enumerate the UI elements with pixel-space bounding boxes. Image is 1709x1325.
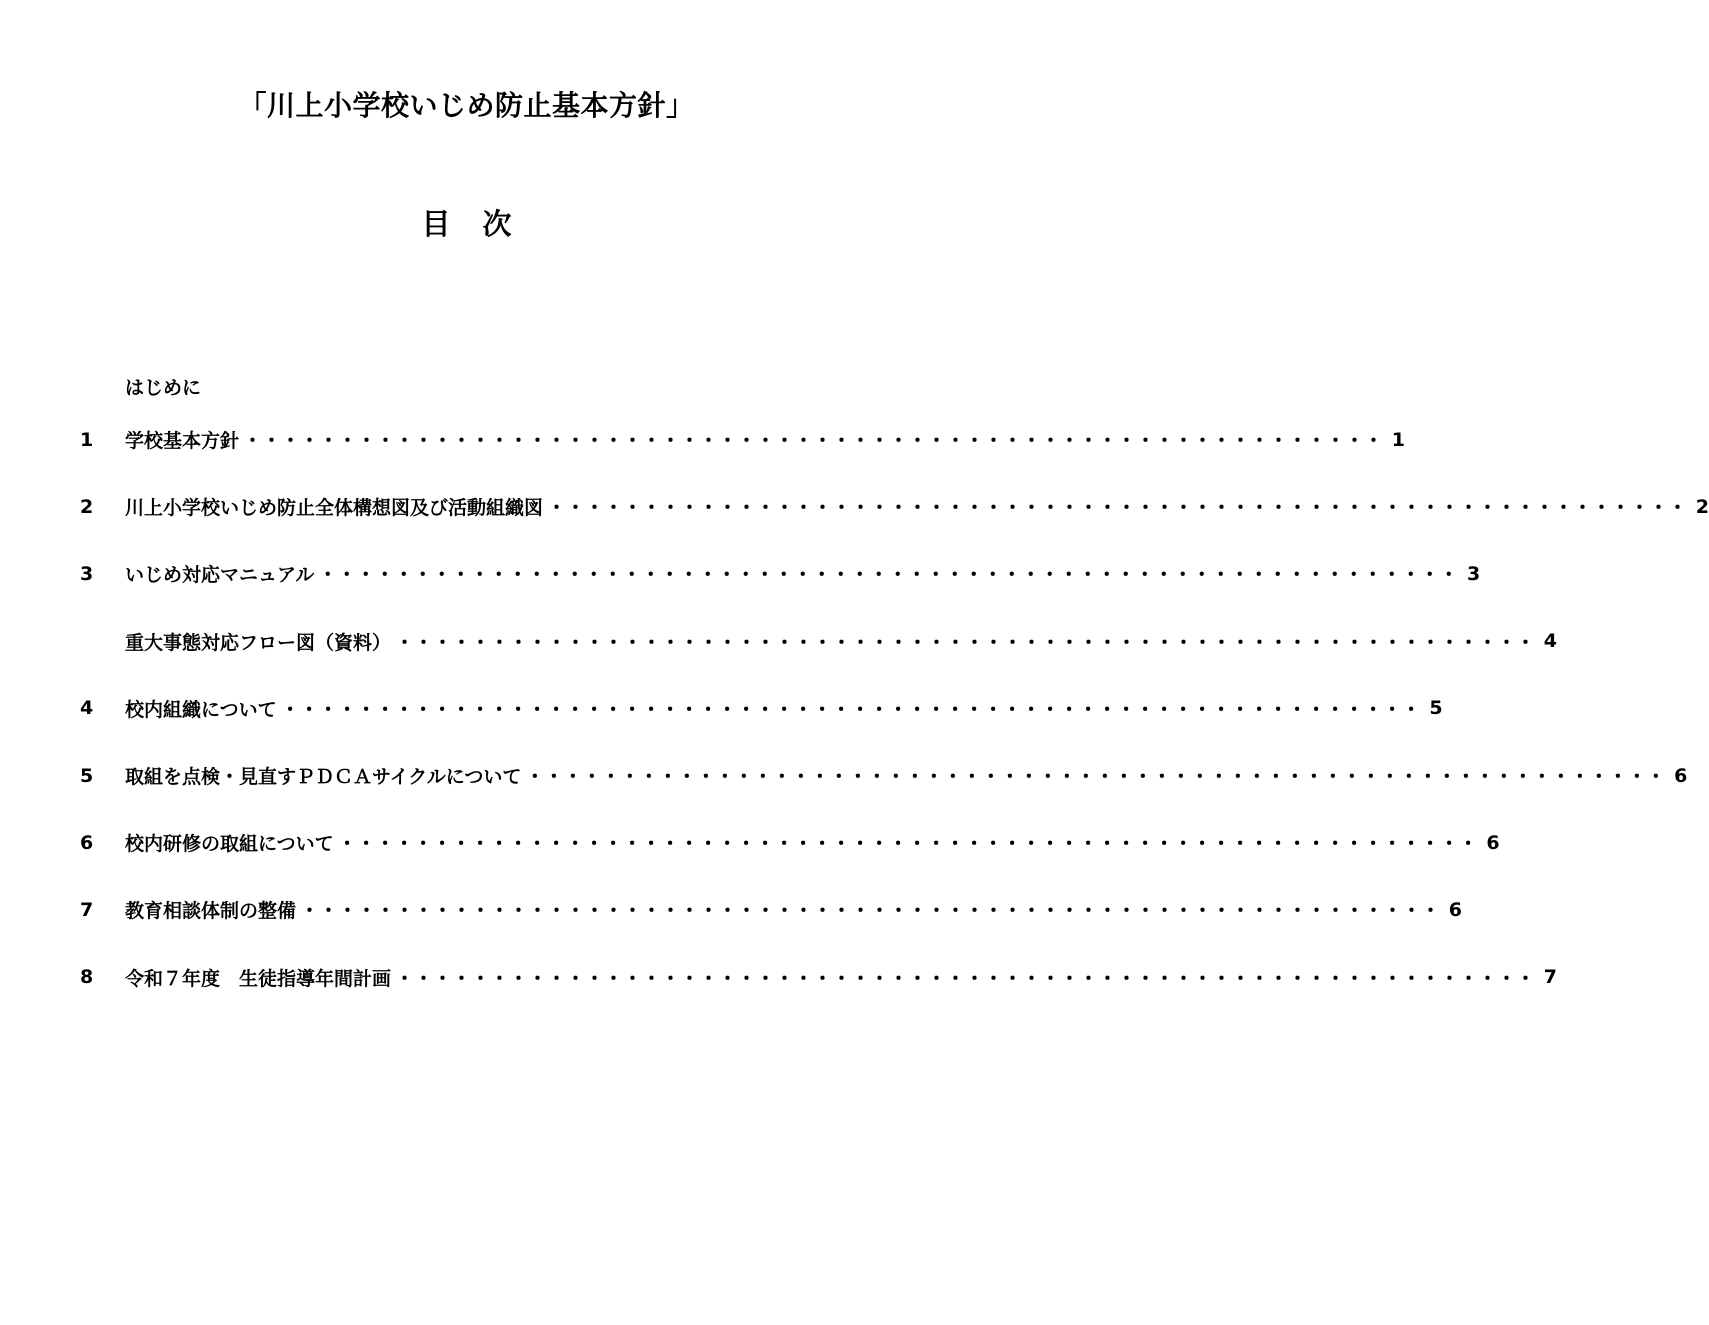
toc-entry-number: 7 bbox=[80, 898, 94, 921]
toc-entry-page: 6 bbox=[1448, 898, 1463, 921]
toc-entry bbox=[80, 809, 1500, 876]
toc-entry-page: 2 bbox=[1695, 495, 1709, 518]
toc-entry-label: 校内組織について bbox=[125, 698, 277, 721]
toc-entry-number: 3 bbox=[80, 562, 94, 585]
document-title: 「川上小学校いじめ防止基本方針」 bbox=[238, 89, 695, 122]
toc-entry-label: 教育相談体制の整備 bbox=[125, 900, 297, 923]
toc-entry-number: 8 bbox=[80, 966, 94, 989]
toc-entry-number: 2 bbox=[80, 495, 94, 518]
toc-entry-number: 6 bbox=[80, 831, 94, 854]
toc-entry-page: 7 bbox=[1543, 966, 1558, 989]
toc-leader-dots: ・・・・・・・・・・・・・・・・・・・・・・・・・・・・・・・・・・・・・・・・・・・・・・・・・・・・・・・・・・・・ bbox=[300, 900, 1441, 923]
toc-heading-char-1: 目 bbox=[421, 207, 451, 241]
toc-entry-label: はじめに bbox=[125, 376, 202, 399]
toc-entry bbox=[80, 742, 1688, 809]
toc-entry-page: 1 bbox=[1391, 428, 1406, 451]
toc-entry-page: 6 bbox=[1674, 764, 1688, 787]
toc-leader-dots: ・・・・・・・・・・・・・・・・・・・・・・・・・・・・・・・・・・・・・・・・・・・・・・・・・・・・・・・・・・・・ bbox=[395, 631, 1536, 654]
toc-leader-dots: ・・・・・・・・・・・・・・・・・・・・・・・・・・・・・・・・・・・・・・・・・・・・・・・・・・・・・・・・・・・・ bbox=[395, 967, 1536, 990]
toc-entry-label: 校内研修の取組について bbox=[125, 833, 334, 856]
toc-entry bbox=[80, 675, 1443, 742]
toc-entry-page: 3 bbox=[1467, 562, 1481, 585]
toc-entry-label: いじめ対応マニュアル bbox=[125, 564, 315, 587]
toc-leader-dots: ・・・・・・・・・・・・・・・・・・・・・・・・・・・・・・・・・・・・・・・・・・・・・・・・・・・・・・・・・・・・ bbox=[337, 833, 1478, 856]
toc-entry-number: 5 bbox=[80, 764, 94, 787]
toc-entry-label: 令和７年度 生徒指導年間計画 bbox=[125, 967, 392, 990]
toc-entry-page: 6 bbox=[1486, 831, 1500, 854]
toc-entry-label: 学校基本方針 bbox=[125, 430, 240, 453]
toc-entry-label: 川上小学校いじめ防止全体構想図及び活動組織図 bbox=[125, 497, 544, 520]
toc-entry bbox=[80, 406, 1406, 473]
toc-heading-char-2: 次 bbox=[482, 207, 512, 241]
toc-leader-dots: ・・・・・・・・・・・・・・・・・・・・・・・・・・・・・・・・・・・・・・・・・・・・・・・・・・・・・・・・・・・・ bbox=[318, 564, 1459, 587]
table-of-contents bbox=[80, 366, 1709, 1011]
toc-leader-dots: ・・・・・・・・・・・・・・・・・・・・・・・・・・・・・・・・・・・・・・・・・・・・・・・・・・・・・・・・・・・・ bbox=[547, 497, 1688, 520]
toc-leader-dots: ・・・・・・・・・・・・・・・・・・・・・・・・・・・・・・・・・・・・・・・・・・・・・・・・・・・・・・・・・・・・ bbox=[525, 766, 1666, 789]
toc-leader-dots: ・・・・・・・・・・・・・・・・・・・・・・・・・・・・・・・・・・・・・・・・・・・・・・・・・・・・・・・・・・・・ bbox=[243, 430, 1384, 453]
toc-entry-page: 5 bbox=[1429, 697, 1443, 720]
toc-entry bbox=[80, 473, 1709, 540]
toc-heading bbox=[0, 204, 933, 244]
toc-entry bbox=[80, 540, 1481, 607]
toc-entry-number: 4 bbox=[80, 697, 94, 720]
toc-entry bbox=[80, 944, 1558, 1011]
toc-entry bbox=[80, 608, 1558, 675]
toc-leader-dots: ・・・・・・・・・・・・・・・・・・・・・・・・・・・・・・・・・・・・・・・・・・・・・・・・・・・・・・・・・・・・ bbox=[280, 698, 1421, 721]
toc-entry bbox=[80, 366, 840, 406]
toc-entry-label: 取組を点検・見直すＰＤＣＡサイクルについて bbox=[125, 766, 522, 789]
toc-entry-page: 4 bbox=[1543, 630, 1558, 653]
toc-entry-label: 重大事態対応フロー図（資料） bbox=[125, 631, 392, 654]
toc-entry-number: 1 bbox=[80, 428, 94, 451]
toc-entry bbox=[80, 876, 1463, 943]
